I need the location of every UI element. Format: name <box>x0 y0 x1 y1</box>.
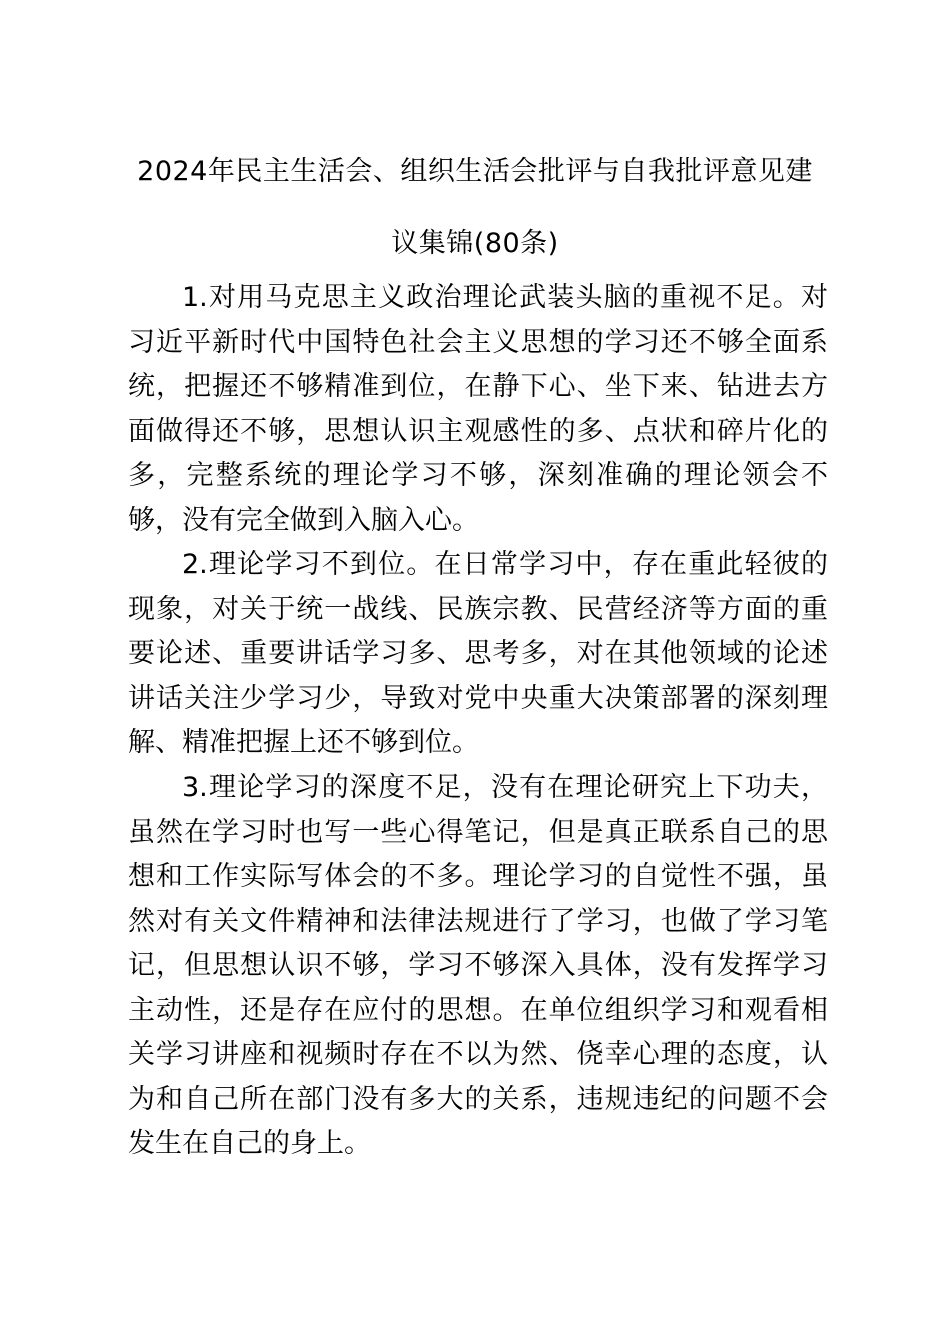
paragraph-3: 3.理论学习的深度不足，没有在理论研究上下功夫，虽然在学习时也写一些心得笔记，但是真正联系自己的思想和工作实际写体会的不多。理论学习的自觉性不强，虽然对有关文件精神和法律法规进行了学习，也做了学习笔记，但思想认识不够，学习不够深入具体，没有发挥学习主动性，还是存在应付的思想。在单位组织学习和观看相关学习讲座和视频时存在不以为然、侥幸心理的态度，认为和自己所在部门没有多大的关系，违规违纪的问题不会发生在自己的身上。 <box>128 772 828 1159</box>
paragraph-1: 1.对用马克思主义政治理论武装头脑的重视不足。对习近平新时代中国特色社会主义思想的学习还不够全面系统，把握还不够精准到位，在静下心、坐下来、钻进去方面做得还不够，思想认识主观感性的多、点状和碎片化的多，完整系统的理论学习不够，深刻准确的理论领会不够，没有完全做到入脑入心。 <box>128 282 828 536</box>
document-title-line-2: 议集锦(80条) <box>391 228 559 259</box>
document-title-line-1: 2024年民主生活会、组织生活会批评与自我批评意见建 <box>137 156 813 187</box>
paragraph-2: 2.理论学习不到位。在日常学习中，存在重此轻彼的现象，对关于统一战线、民族宗教、民营经济等方面的重要论述、重要讲话学习多、思考多，对在其他领域的论述讲话关注少学习少，导致对党中央重大决策部署的深刻理解、精准把握上还不够到位。 <box>128 549 828 758</box>
